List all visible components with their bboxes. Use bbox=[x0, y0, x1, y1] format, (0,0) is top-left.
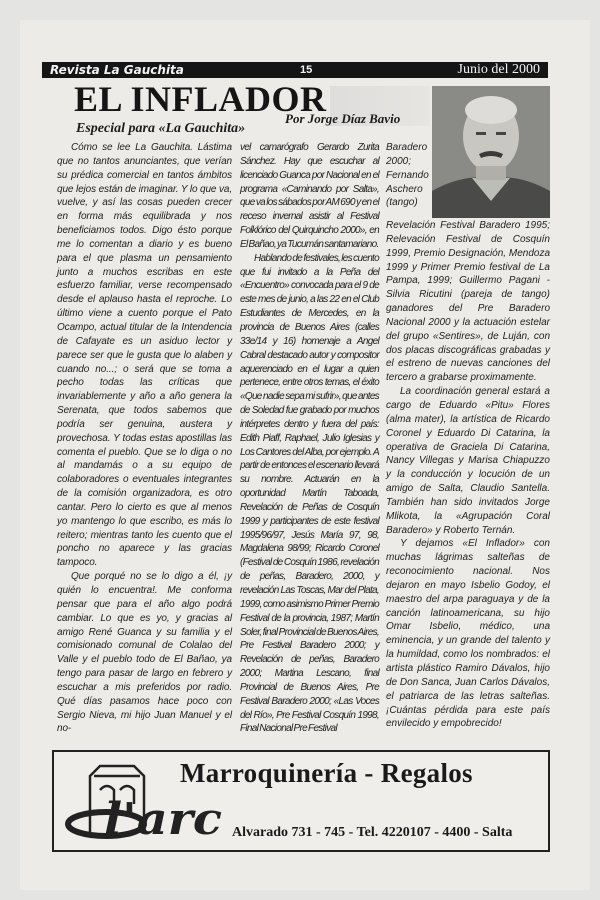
article-author: Por Jorge Díaz Bavio bbox=[285, 111, 401, 126]
issue-date: Junio del 2000 bbox=[457, 62, 540, 77]
article-title: EL INFLADOR bbox=[74, 79, 327, 119]
paragraph: Y dejamos «El Inflador» con muchas lágrimas salteñas de reconocimiento nacional. Nos dejaron en mayo Isbelio Godoy, el maestro del arpa paraguaya y de la canción latinoamericana, su hijo Omar Isbelio, médico, una eminencia, y un grande del talento y la humildad, como los nombrados: el artista plástico Ramiro Dávalos, hijo de Don Sanca, Juan Carlos Dávalos, el patriarca de las letras salteñas. ¡Cuántas pérdida para este país envilecido y empobrecido! bbox=[386, 538, 550, 730]
paragraph: Cómo se lee La Gauchita. Lástima que no tantos anunciantes, que verían su prédica comercial en tantos ámbitos que lejos están de imaginar. Y lo que va, vuelve, y así las cosas pueden crecer en forma más equilibrada y nos beneficiamos todos. Digo ésto porque me lo comentan a diario y es bueno para el que plasma un pensamiento junto a muchos escribas en este esfuerzo familiar, verse recompensado desde el aplauso hasta el reproche. Lo último viene a cuento porque el Pato Ocampo, actual titular de la Intendencia de Cafayate es un asiduo lector y parece ser que le gusta que lo alaben y cuando no...; o será que se toma a pecho todas las críticas que invariablemente y año a año genera la Serenata, que todos sabemos que podría ser genuina, austera y provechosa. Y todas estas apostillas las comenta el pueblo. Que se lo diga o no al mandamás o a su equipo de colaboradores o eventuales integrantes de la comisión organizadora, es otro cantar. Pero lo cierto es que al menos yo mantengo lo que escribo, es más lo reitero; mientras tanto les cuento que el poncho no aparece y las gracias tampoco. bbox=[57, 142, 232, 569]
article-column-3 bbox=[386, 141, 550, 731]
advertisement-box bbox=[52, 750, 550, 852]
paragraph: Que porqué no se lo digo a él, ¡y quién lo encuentra!. Me conforma pensar que para el año algo podrá cambiar. Lo que es yo, y gracias al amigo René Guanca y su familia y el comisionado comunal de Colalao del Valle y el pueblo todo de El Bañao, ya tengo para pasar de largo en febrero y escuchar a mis preferidos por radio. Qué días pasamos hace poco con Sergio Nieva, mi hijo Juan Manuel y el no- bbox=[57, 571, 232, 735]
ad-headline: Marroquinería - Regalos bbox=[180, 758, 473, 788]
page-number: 15 bbox=[300, 64, 313, 76]
ad-address: Alvarado 731 - 745 - Tel. 4220107 - 4400 - Salta bbox=[232, 825, 513, 840]
page-header-bar bbox=[42, 62, 548, 78]
magazine-name: Revista La Gauchita bbox=[50, 63, 184, 77]
paragraph: Hablando de festivales, les cuento que fui invitado a la Peña del «Encuentro» convocada para el 9 de este mes de junio, a las 22 en el Club Estudiantes de Mercedes, en la provincia de Buenos Aires (calles 33e/14 y 16) homenaje a Angel Cabral destacado autor y compositor aquerenciado en el lugar a quien pertenece, entre otros temas, el éxito «Que nadie sepa mi sufrir», que antes de Soledad fue grabado por muchos intérpretes dentro y fuera del país: Edith Piaff, Raphael, Julio Iglesias y Los Cantores del Alba, por ejemplo. A partir de entonces el escenario llevará su nombre. Actuarán en la oportunidad Martín Taboada, Revelación de Peñas de Cosquín 1999 y participantes de este festival 1995/96/97, Jesús María 97, 98, Magdalena 98/99; Ricardo Coronel (Festival de Cosquín 1986, revelación de peñas, Baradero, 2000, y revelación Las Toscas, Mar del Plata, 1999, como asimismo Primer Premio Festival de la provincia, 1987; Martín Soler, final Provincial de Buenos Aires, Pre Festival Baradero 2000; y Revelación de peñas, Baradero 2000; Martina Lescano, final Provincial de Buenos Aires, Pre Festival Baradero 2000; «Las Voces del Río», Pre Festival Cosquín 1998, Final Nacional Pre Festival bbox=[240, 252, 379, 735]
article-column-1 bbox=[57, 141, 232, 736]
article-subtitle: Especial para «La Gauchita» bbox=[76, 121, 246, 136]
svg-text:l'arc: l'arc bbox=[104, 794, 223, 845]
paragraph: La coordinación general estará a cargo de Eduardo «Pitu» Flores (alma mater), la artística de Ricardo Coronel y Eduardo Di Catarina, la operativa de Graciela Di Catarina, Nancy Villegas y Marisa Chiapuzzo y la conducción y locución de un amigo de Salta, Claudio Santella. También han sido invitados Jorge Mlikota, la «Agrupación Coral Baradero» y Roberto Ternán. bbox=[386, 386, 550, 536]
article-column-2 bbox=[240, 141, 379, 736]
paragraph: vel camarógrafo Gerardo Zurita Sánchez. Hay que escuchar al licenciado Guanca por Nacional en el programa «Caminando por Salta», que va los sábados por AM 690 y en el receso invernal asistir al Festival Folklórico del Quirquincho 2000», en El Bañao, ya Tucumán santamariano. bbox=[240, 142, 379, 250]
paragraph: Baradero 2000; Fernando Aschero (tango) Revelación Festival Baradero 1995; Relevación Festival de Cosquín 1999, Premio Designación, Mendoza 1999 y Primer Premio festival de La Pampa, 1999; Guillermo Pagani - Silvia Ricutini (pareja de tango) ganadores del Pre Baradero Nacional 2000 y la actuación estelar del grupo «Sentires», de Luján, con dos placas discográficas grabadas y el estreno de nuevas canciones del tercero a grabarse proximamente. bbox=[386, 142, 550, 384]
